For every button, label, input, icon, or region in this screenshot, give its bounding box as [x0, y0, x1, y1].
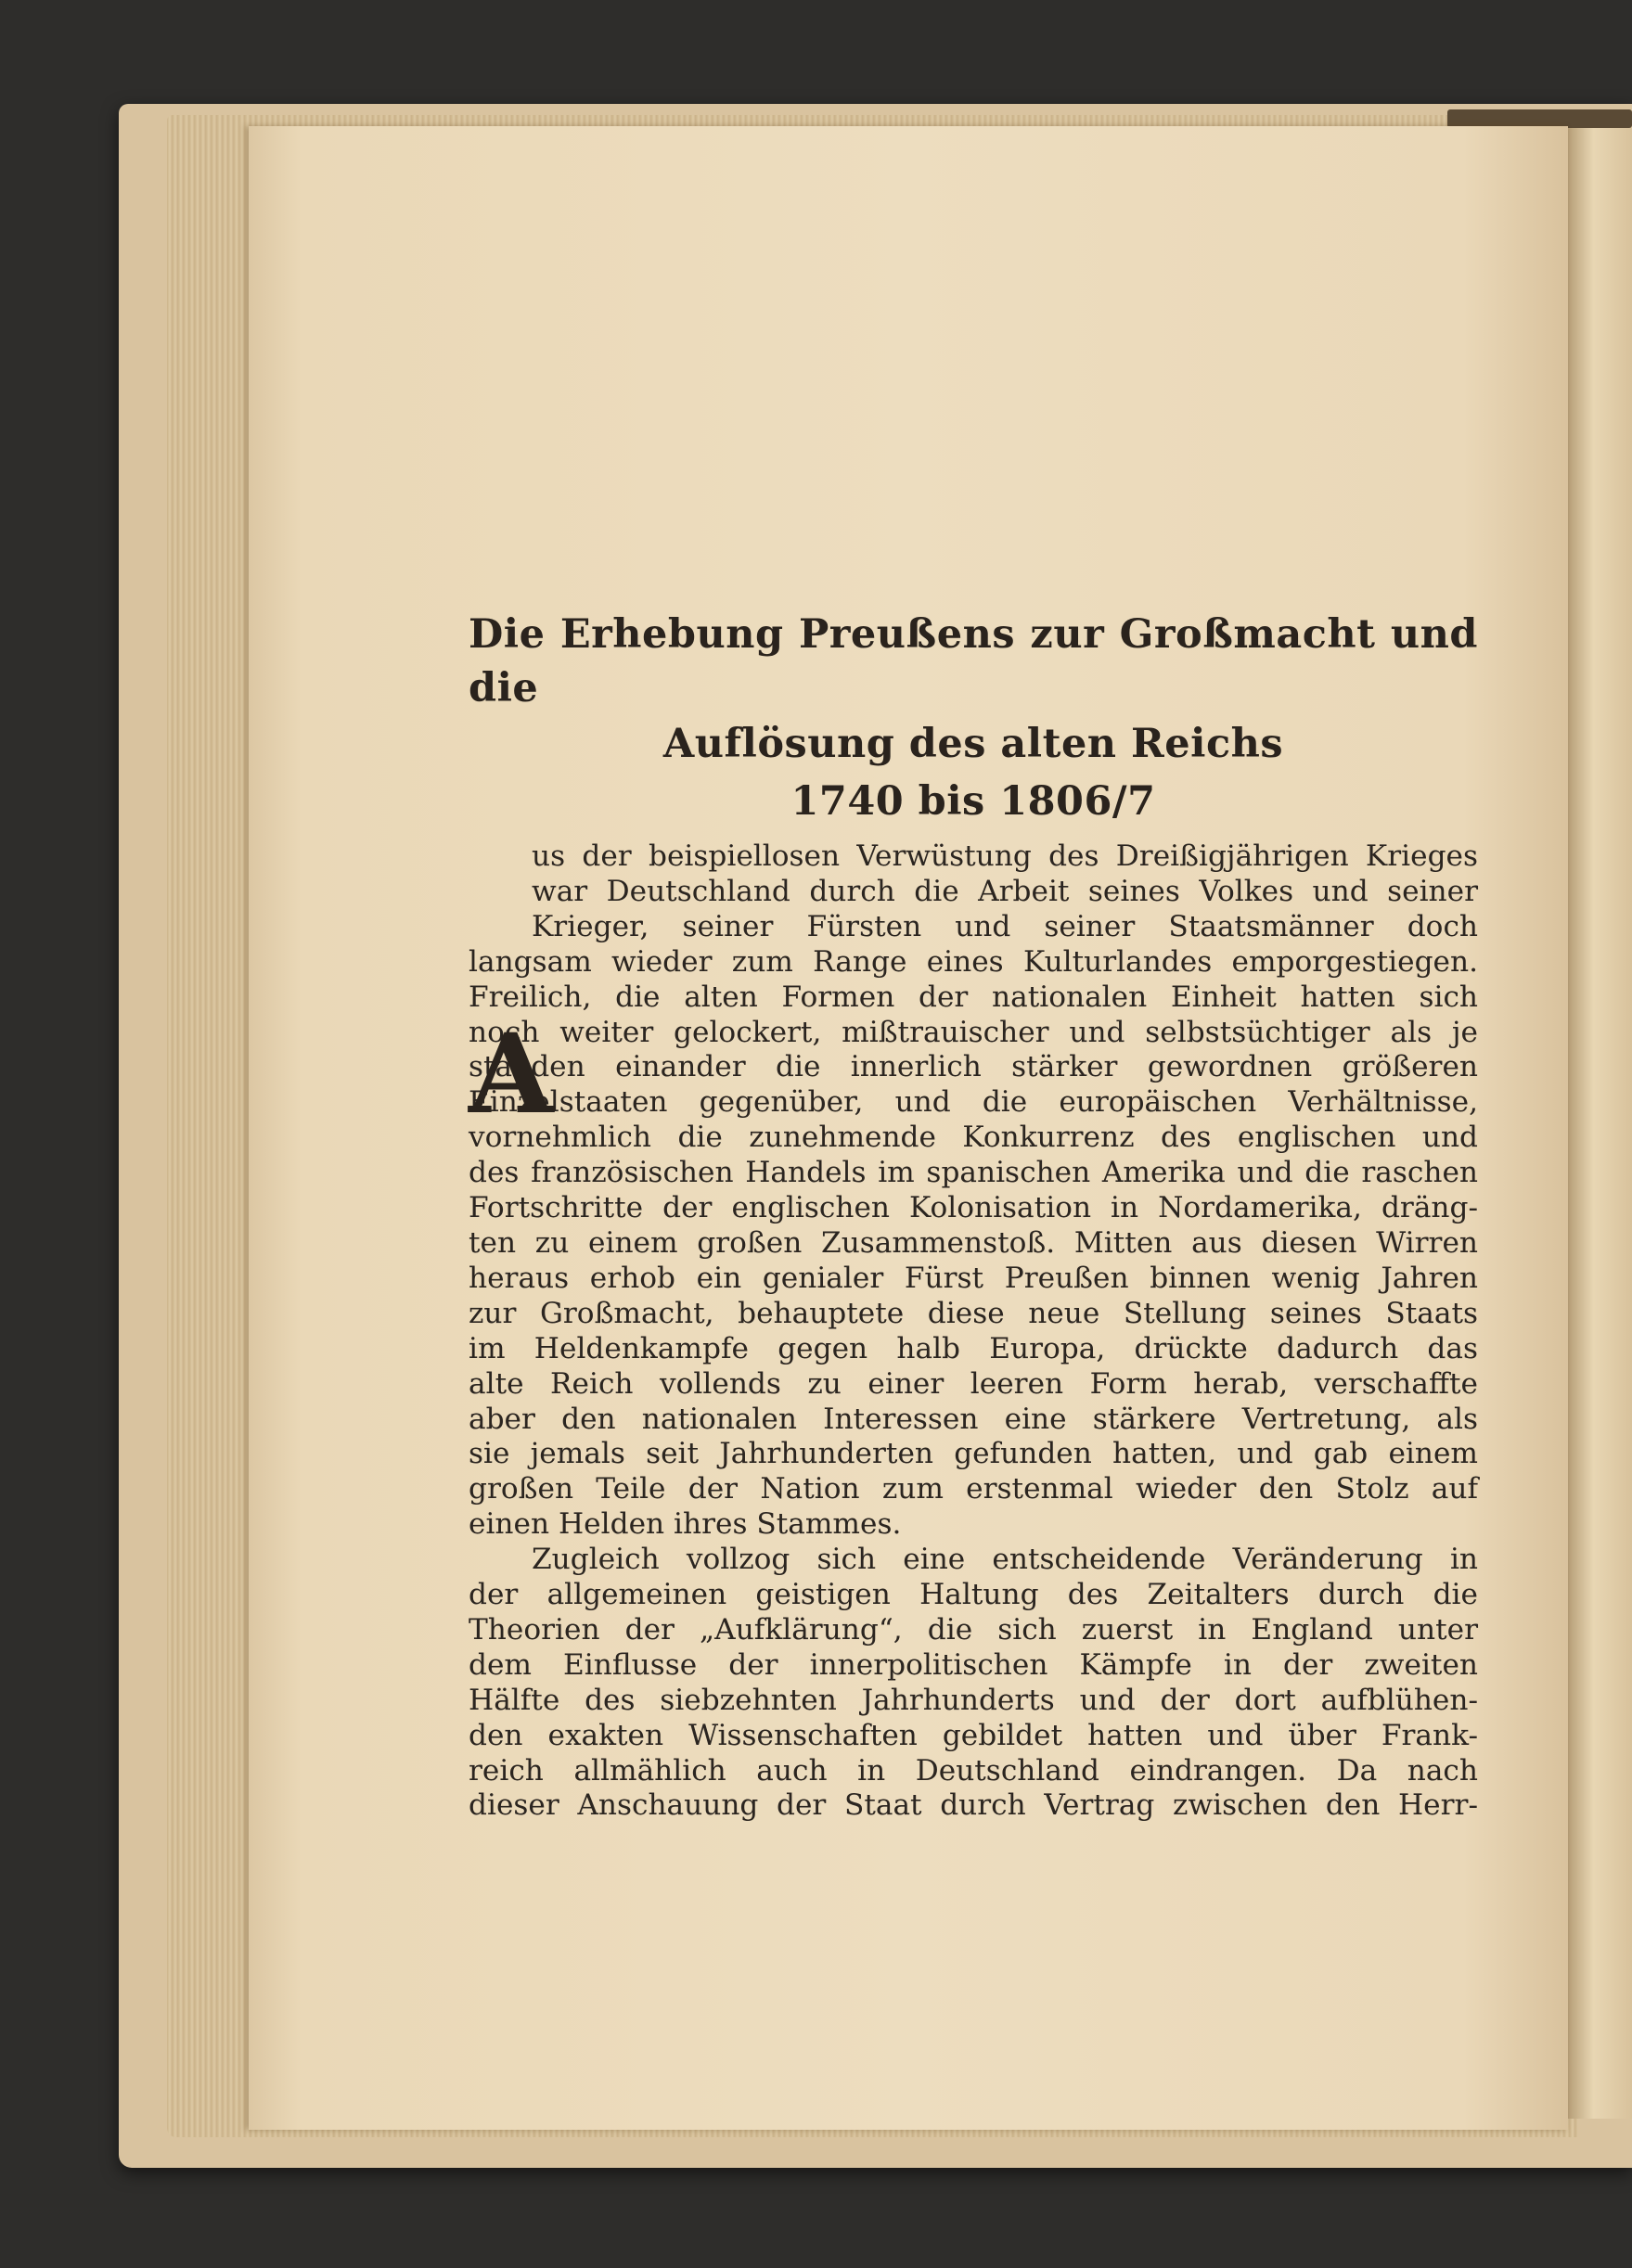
spine-band: [1447, 109, 1632, 128]
text-line: langsam wieder zum Range eines Kulturlandes emporgestiegen.: [469, 944, 1478, 979]
text-line: reich allmählich auch in Deutschland eindrangen. Da nach: [469, 1753, 1478, 1787]
paragraph-1: [469, 839, 1478, 1543]
text-line: us der beispiellosen Verwüstung des Dreißigjährigen Krieges: [532, 839, 1478, 873]
text-line: des französischen Handels im spanischen Amerika und die raschen: [469, 1156, 1478, 1190]
text-line: ten zu einem großen Zusammenstoß. Mitten aus diesen Wirren: [469, 1225, 1478, 1260]
text-line: Freilich, die alten Formen der nationalen Einheit hatten sich: [469, 980, 1478, 1014]
text-line: den exakten Wissenschaften gebildet hatten und über Frank-: [469, 1718, 1478, 1752]
text-line: Fortschritte der englischen Kolonisation in Nordamerika, dräng-: [469, 1191, 1478, 1225]
text-line: standen einander die innerlich stärker gewordnen größeren: [469, 1050, 1478, 1084]
drop-cap: A: [469, 1009, 554, 1138]
text-line: im Heldenkampfe gegen halb Europa, drückte dadurch das: [469, 1331, 1478, 1365]
chapter-title-dates: 1740 bis 1806/7: [790, 778, 1156, 825]
paragraph-2: [469, 1543, 1478, 1824]
text-line: sie jemals seit Jahrhunderten gefunden hatten, und gab einem: [469, 1437, 1478, 1471]
page-text-area: [469, 608, 1478, 1967]
chapter-title-line-2: Auflösung des alten Reichs: [662, 721, 1284, 767]
text-line: heraus erhob ein genialer Fürst Preußen binnen wenig Jahren: [469, 1261, 1478, 1295]
text-line: Krieger, seiner Fürsten und seiner Staatsmänner doch: [532, 909, 1478, 943]
text-line: Theorien der „Aufklärung“, die sich zuerst in England unter: [469, 1612, 1478, 1647]
text-line: Zugleich vollzog sich eine entscheidende Veränderung in: [532, 1543, 1478, 1577]
text-line: noch weiter gelockert, mißtrauischer und selbstsüchtiger als je: [469, 1015, 1478, 1049]
text-line: war Deutschland durch die Arbeit seines Volkes und seiner: [532, 874, 1478, 908]
facing-page-edge: [1568, 115, 1632, 2119]
text-line: vornehmlich die zunehmende Konkurrenz des englischen und: [469, 1121, 1478, 1155]
text-line: der allgemeinen geistigen Haltung des Zeitalters durch die: [469, 1578, 1478, 1612]
text-line: großen Teile der Nation zum erstenmal wieder den Stolz auf: [469, 1472, 1478, 1506]
text-line: zur Großmacht, behauptete diese neue Stellung seines Staats: [469, 1296, 1478, 1330]
text-line: Einzelstaaten gegenüber, und die europäischen Verhältnisse,: [469, 1085, 1478, 1120]
text-line: aber den nationalen Interessen eine stärkere Vertretung, als: [469, 1402, 1478, 1436]
text-line: Hälfte des siebzehnten Jahrhunderts und der dort aufblühen-: [469, 1683, 1478, 1717]
text-line: dem Einflusse der innerpolitischen Kämpfe in der zweiten: [469, 1647, 1478, 1682]
body-text: [469, 839, 1478, 1824]
chapter-title-line-1: Die Erhebung Preußens zur Großmacht und die: [469, 611, 1478, 711]
text-line: alte Reich vollends zu einer leeren Form herab, verschaffte: [469, 1366, 1478, 1401]
text-line: einen Helden ihres Stammes.: [469, 1507, 902, 1542]
text-line: dieser Anschauung der Staat durch Vertrag zwischen den Herr-: [469, 1788, 1478, 1823]
